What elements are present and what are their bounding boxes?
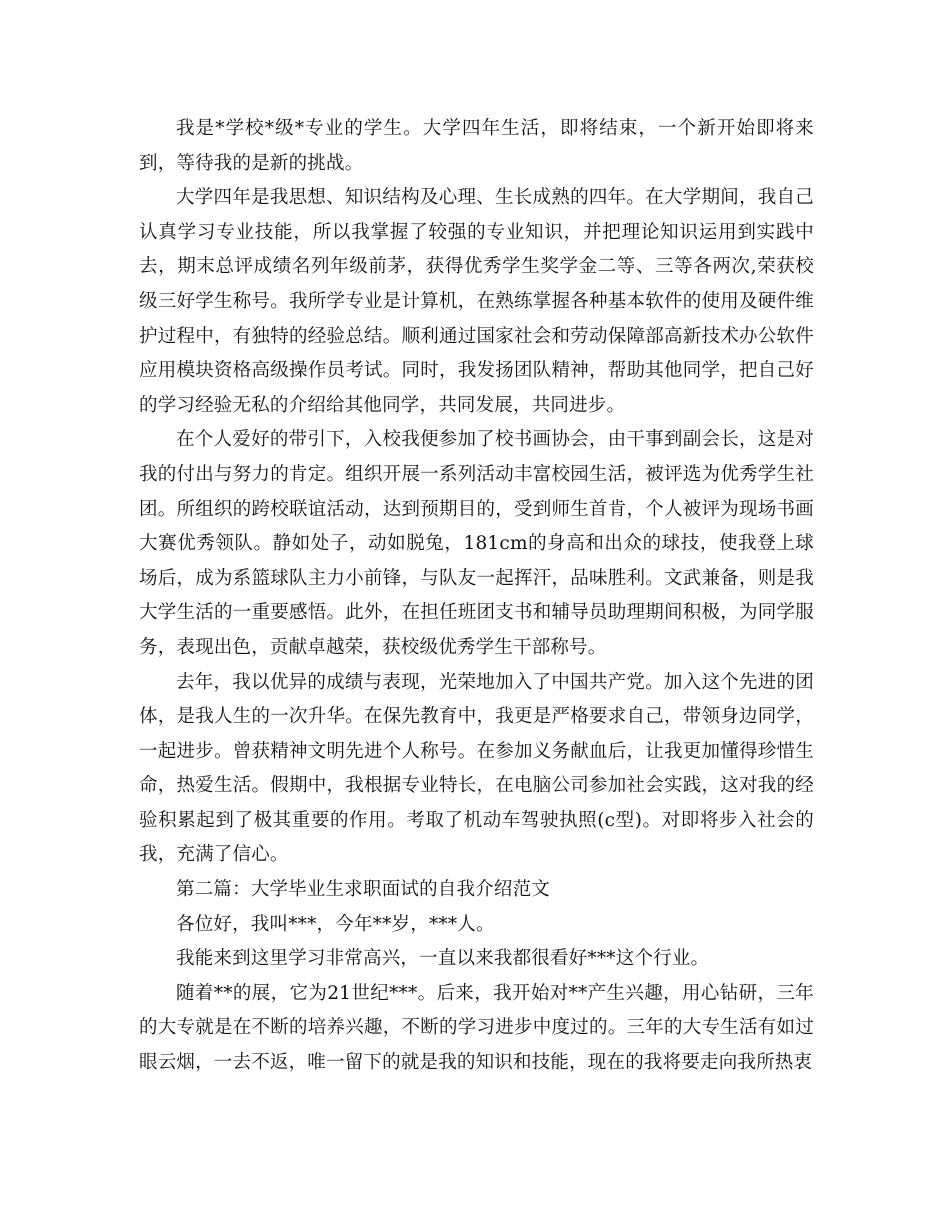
paragraph-greeting: 各位好，我叫***，今年**岁，***人。 — [176, 913, 495, 935]
paragraph-background: 随着**的展，它为21世纪***。后来，我开始对**产生兴趣，用心钻研，三年的大专就是在不断的培养兴趣，不断的学习进步中度过的。三年的大专生活有如过眼云烟，一去不返，唯一留下的就是我的知识和技能，现在的我将要走向我所热衷 — [139, 982, 814, 1074]
paragraph-intro: 我是*学校*级*专业的学生。大学四年生活，即将结束，一个新开始即将来到，等待我的是新的挑战。 — [139, 118, 814, 174]
section-heading: 第二篇：大学毕业生求职面试的自我介绍范文 — [176, 879, 551, 901]
paragraph-party: 去年，我以优异的成绩与表现，光荣地加入了中国共产党。加入这个先进的团体，是我人生的一次升华。在保先教育中，我更是严格要求自己，带领身边同学，一起进步。曾获精神文明先进个人称号。在参加义务献血后，让我更加懂得珍惜生命，热爱生活。假期中，我根据专业特长，在电脑公司参加社会实践，这对我的经验积累起到了极其重要的作用。考取了机动车驾驶执照(c型)。对即将步入社会的我，充满了信心。 — [139, 671, 814, 866]
paragraph-activities: 在个人爱好的带引下，入校我便参加了校书画协会，由干事到副会长，这是对我的付出与努力的肯定。组织开展一系列活动丰富校园生活，被评选为优秀学生社团。所组织的跨校联谊活动，达到预期目的，受到师生首肯，个人被评为现场书画大赛优秀领队。静如处子，动如脱兔，181cm的身高和出众的球技，使我登上球场后，成为系篮球队主力小前锋，与队友一起挥汗，品味胜利。文武兼备，则是我大学生活的一重要感悟。此外，在担任班团支书和辅导员助理期间积极，为同学服务，表现出色，贡献卓越荣，获校级优秀学生干部称号。 — [139, 429, 814, 658]
paragraph-motivation: 我能来到这里学习非常高兴，一直以来我都很看好***这个行业。 — [176, 948, 710, 970]
paragraph-study: 大学四年是我思想、知识结构及心理、生长成熟的四年。在大学期间，我自己认真学习专业技能，所以我掌握了较强的专业知识，并把理论知识运用到实践中去，期末总评成绩名列年级前茅，获得优秀学生奖学金二等、三等各两次,荣获校级三好学生称号。我所学专业是计算机，在熟练掌握各种基本软件的使用及硬件维护过程中，有独特的经验总结。顺利通过国家社会和劳动保障部高新技术办公软件应用模块资格高级操作员考试。同时，我发扬团队精神，帮助其他同学，把自己好的学习经验无私的介绍给其他同学，共同发展，共同进步。 — [139, 187, 814, 416]
document-body — [139, 112, 814, 1081]
